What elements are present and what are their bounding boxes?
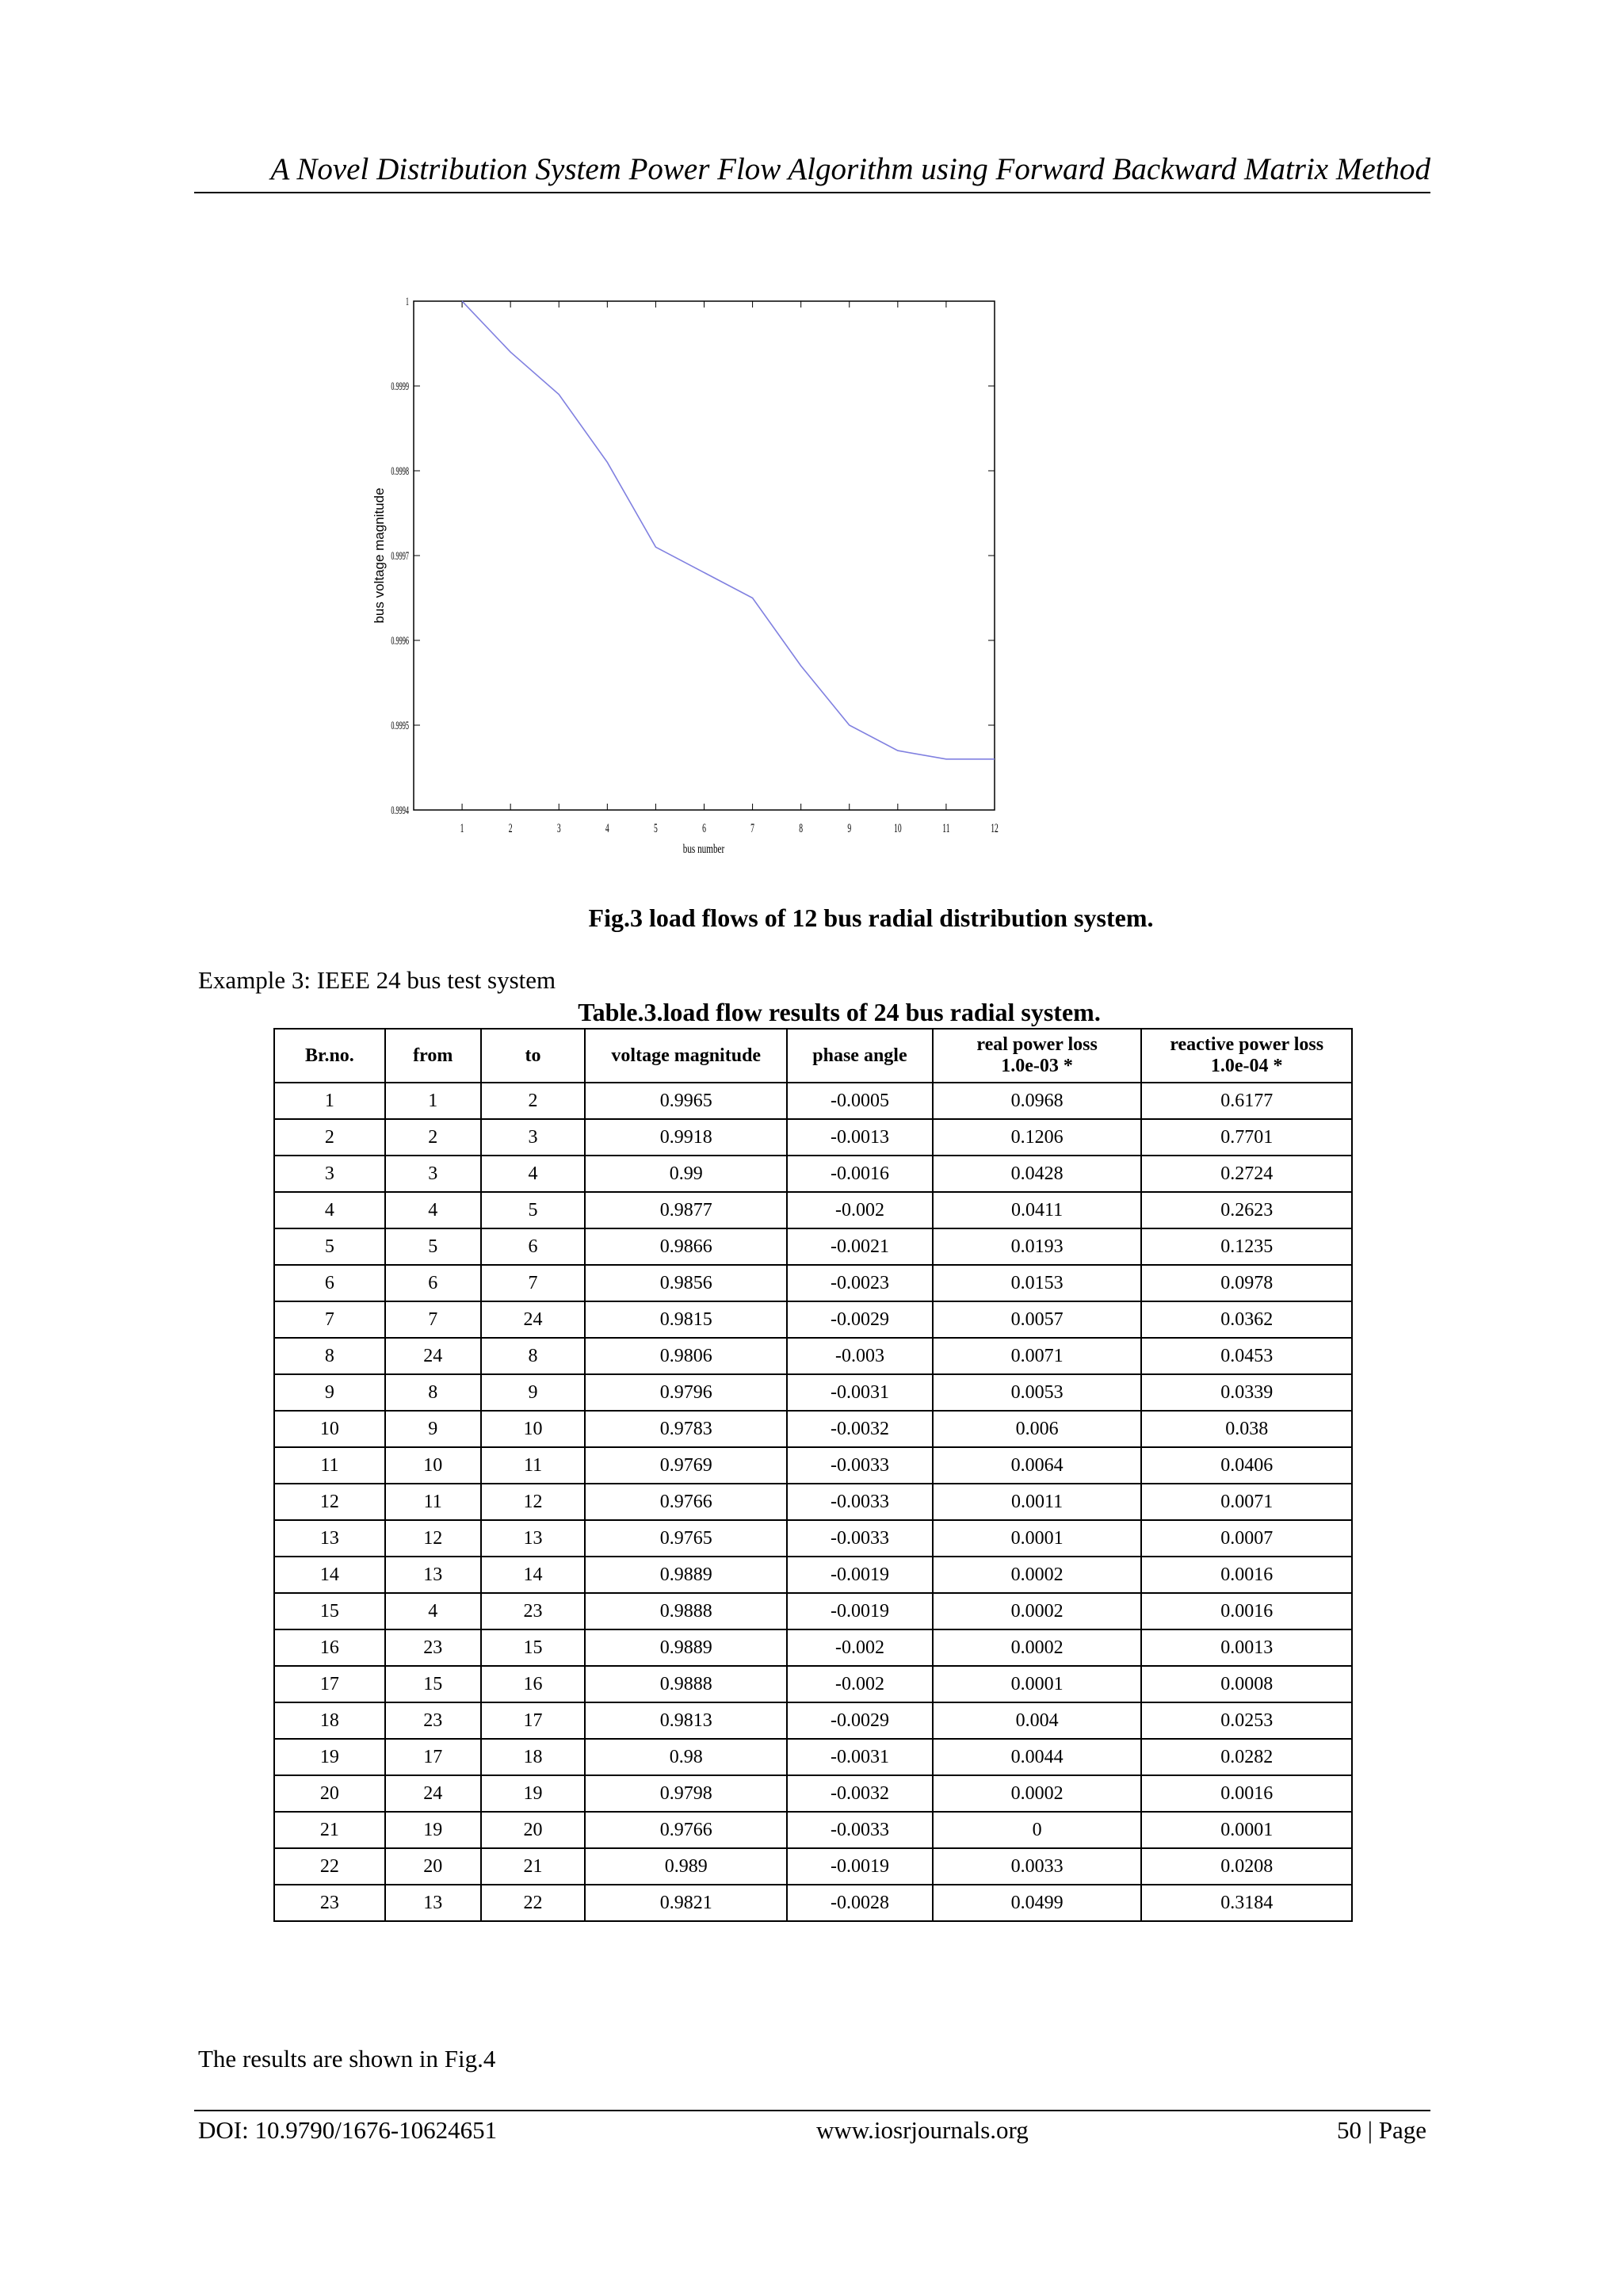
table-cell: 13 — [385, 1885, 481, 1921]
header-real-power-loss: real power loss 1.0e-03 * — [933, 1029, 1142, 1083]
table-cell: 24 — [481, 1301, 586, 1338]
table-cell: 19 — [385, 1812, 481, 1848]
table-cell: 0.1235 — [1141, 1228, 1352, 1265]
table-cell: -0.0019 — [787, 1557, 933, 1593]
table-cell: 0.9766 — [585, 1484, 787, 1520]
table-row — [274, 1593, 1352, 1629]
y-tick-label: 0.9994 — [391, 803, 409, 817]
table-cell: 0.0013 — [1141, 1629, 1352, 1666]
table-cell: 16 — [274, 1629, 385, 1666]
table-cell: 19 — [274, 1739, 385, 1775]
table-cell: 1 — [385, 1083, 481, 1119]
table-cell: 0.0071 — [1141, 1484, 1352, 1520]
table-cell: 0.0053 — [933, 1374, 1142, 1411]
table-cell: 23 — [481, 1593, 586, 1629]
table-cell: 24 — [385, 1338, 481, 1374]
table-cell: 0.0193 — [933, 1228, 1142, 1265]
table-cell: 0.0016 — [1141, 1775, 1352, 1812]
table-cell: 6 — [481, 1228, 586, 1265]
table-cell: 20 — [385, 1848, 481, 1885]
table-cell: 3 — [481, 1119, 586, 1156]
table-row — [274, 1739, 1352, 1775]
table-cell: 8 — [274, 1338, 385, 1374]
table-cell: 0.6177 — [1141, 1083, 1352, 1119]
table-cell: 0.3184 — [1141, 1885, 1352, 1921]
table-row — [274, 1083, 1352, 1119]
table-cell: 0.989 — [585, 1848, 787, 1885]
x-tick-label: 10 — [894, 820, 902, 835]
table-cell: 0.9888 — [585, 1593, 787, 1629]
table-row — [274, 1374, 1352, 1411]
table-cell: 4 — [274, 1192, 385, 1228]
table-cell: 0.0016 — [1141, 1593, 1352, 1629]
table-cell: 14 — [481, 1557, 586, 1593]
table-cell: 4 — [385, 1192, 481, 1228]
table-cell: 0.9796 — [585, 1374, 787, 1411]
table-cell: 0.2724 — [1141, 1156, 1352, 1192]
table-cell: -0.002 — [787, 1666, 933, 1702]
table-row — [274, 1484, 1352, 1520]
table-cell: 7 — [274, 1301, 385, 1338]
table-cell: 17 — [385, 1739, 481, 1775]
table-cell: 24 — [385, 1775, 481, 1812]
table-cell: -0.0021 — [787, 1228, 933, 1265]
table-cell: 0.0002 — [933, 1775, 1142, 1812]
table-cell: 0.0016 — [1141, 1557, 1352, 1593]
figure-caption: Fig.3 load flows of 12 bus radial distribution system. — [588, 904, 1154, 932]
table-cell: -0.002 — [787, 1629, 933, 1666]
table-row — [274, 1848, 1352, 1885]
footer-rule — [194, 2110, 1430, 2111]
table-cell: -0.0023 — [787, 1265, 933, 1301]
table-cell: 1 — [274, 1083, 385, 1119]
table-cell: 10 — [481, 1411, 586, 1447]
header-reactive-power-loss: reactive power loss 1.0e-04 * — [1141, 1029, 1352, 1083]
table-row — [274, 1557, 1352, 1593]
table-cell: -0.0019 — [787, 1848, 933, 1885]
table-cell: 5 — [385, 1228, 481, 1265]
table-cell: 7 — [385, 1301, 481, 1338]
table-cell: 12 — [385, 1520, 481, 1557]
table-cell: 0.0002 — [933, 1629, 1142, 1666]
table-cell: -0.002 — [787, 1192, 933, 1228]
table-cell: 3 — [274, 1156, 385, 1192]
table-cell: 0.9798 — [585, 1775, 787, 1812]
table-cell: -0.0033 — [787, 1484, 933, 1520]
header-rule — [194, 192, 1430, 193]
table-cell: 9 — [274, 1374, 385, 1411]
table-row — [274, 1812, 1352, 1848]
table-cell: 0.0001 — [933, 1520, 1142, 1557]
series-line — [462, 301, 995, 759]
table-cell: 0.9888 — [585, 1666, 787, 1702]
table-cell: 0.0011 — [933, 1484, 1142, 1520]
x-tick-label: 5 — [654, 820, 658, 835]
table-cell: 11 — [385, 1484, 481, 1520]
load-flow-results-table — [273, 1028, 1353, 1922]
table-cell: 3 — [385, 1156, 481, 1192]
table-cell: 0.0978 — [1141, 1265, 1352, 1301]
table-cell: 0.0064 — [933, 1447, 1142, 1484]
table-cell: 0.0001 — [933, 1666, 1142, 1702]
table-cell: 0.0033 — [933, 1848, 1142, 1885]
table-row — [274, 1338, 1352, 1374]
table-row — [274, 1411, 1352, 1447]
table-cell: 0.9765 — [585, 1520, 787, 1557]
table-cell: 0.0008 — [1141, 1666, 1352, 1702]
table-cell: 21 — [274, 1812, 385, 1848]
table-header-row — [274, 1029, 1352, 1083]
table-cell: -0.0029 — [787, 1702, 933, 1739]
x-tick-label: 2 — [508, 820, 513, 835]
table-row — [274, 1520, 1352, 1557]
table-cell: 7 — [481, 1265, 586, 1301]
table-cell: 4 — [385, 1593, 481, 1629]
x-axis-label: bus number — [682, 842, 725, 856]
table-row — [274, 1228, 1352, 1265]
table-cell: -0.0019 — [787, 1593, 933, 1629]
table-cell: 23 — [274, 1885, 385, 1921]
table-cell: 12 — [481, 1484, 586, 1520]
table-cell: 0.0282 — [1141, 1739, 1352, 1775]
table-cell: 12 — [274, 1484, 385, 1520]
table-cell: 17 — [274, 1666, 385, 1702]
header-br-no: Br.no. — [274, 1029, 385, 1083]
table-cell: 0.0044 — [933, 1739, 1142, 1775]
table-cell: 0.9813 — [585, 1702, 787, 1739]
table-cell: 8 — [481, 1338, 586, 1374]
table-cell: 6 — [274, 1265, 385, 1301]
table-cell: 0.0499 — [933, 1885, 1142, 1921]
example-heading: Example 3: IEEE 24 bus test system — [198, 966, 556, 994]
table-cell: 0.9889 — [585, 1557, 787, 1593]
table-cell: -0.0005 — [787, 1083, 933, 1119]
table-cell: 18 — [481, 1739, 586, 1775]
table-cell: 0.9877 — [585, 1192, 787, 1228]
table-cell: -0.003 — [787, 1338, 933, 1374]
table-cell: 0.0002 — [933, 1593, 1142, 1629]
y-tick-label: 0.9996 — [391, 633, 409, 648]
table-cell: 0.2623 — [1141, 1192, 1352, 1228]
table-cell: 0 — [933, 1812, 1142, 1848]
table-cell: 0.9856 — [585, 1265, 787, 1301]
header-voltage-magnitude: voltage magnitude — [585, 1029, 787, 1083]
header-phase-angle: phase angle — [787, 1029, 933, 1083]
y-tick-label: 0.9998 — [391, 464, 409, 478]
table-cell: 0.9766 — [585, 1812, 787, 1848]
table-cell: 0.0208 — [1141, 1848, 1352, 1885]
x-tick-label: 4 — [605, 820, 609, 835]
x-tick-label: 1 — [460, 820, 464, 835]
table-cell: 0.0002 — [933, 1557, 1142, 1593]
table-cell: 9 — [481, 1374, 586, 1411]
table-cell: 13 — [481, 1520, 586, 1557]
table-cell: 17 — [481, 1702, 586, 1739]
table-cell: 23 — [385, 1629, 481, 1666]
table-cell: 0.0428 — [933, 1156, 1142, 1192]
table-cell: 5 — [274, 1228, 385, 1265]
table-row — [274, 1156, 1352, 1192]
table-cell: 0.0001 — [1141, 1812, 1352, 1848]
table-cell: 0.9821 — [585, 1885, 787, 1921]
x-tick-label: 9 — [847, 820, 852, 835]
table-cell: 0.0406 — [1141, 1447, 1352, 1484]
table-cell: 22 — [274, 1848, 385, 1885]
y-tick-label: 0.9999 — [391, 379, 409, 393]
table-row — [274, 1265, 1352, 1301]
footer-doi: DOI: 10.9790/1676-10624651 — [198, 2116, 498, 2144]
table-cell: 0.006 — [933, 1411, 1142, 1447]
table-cell: 0.9866 — [585, 1228, 787, 1265]
table-cell: 4 — [481, 1156, 586, 1192]
y-tick-label: 0.9997 — [391, 548, 409, 563]
table-cell: -0.0029 — [787, 1301, 933, 1338]
table-cell: 0.0153 — [933, 1265, 1142, 1301]
table-cell: 2 — [274, 1119, 385, 1156]
table-row — [274, 1629, 1352, 1666]
running-header: A Novel Distribution System Power Flow Algorithm using Forward Backward Matrix Method — [270, 152, 1430, 186]
x-tick-label: 8 — [799, 820, 804, 835]
table-cell: 0.9783 — [585, 1411, 787, 1447]
table-cell: 0.7701 — [1141, 1119, 1352, 1156]
table-cell: 11 — [274, 1447, 385, 1484]
table-cell: 0.98 — [585, 1739, 787, 1775]
table-cell: -0.0032 — [787, 1411, 933, 1447]
table-cell: 0.9965 — [585, 1083, 787, 1119]
table-cell: 0.0453 — [1141, 1338, 1352, 1374]
table-cell: 0.004 — [933, 1702, 1142, 1739]
x-tick-label: 3 — [556, 820, 561, 835]
table-row — [274, 1885, 1352, 1921]
table-cell: 22 — [481, 1885, 586, 1921]
table-cell: 0.9815 — [585, 1301, 787, 1338]
table-cell: 0.9889 — [585, 1629, 787, 1666]
table-cell: 13 — [274, 1520, 385, 1557]
footer-page-number: 50 | Page — [1337, 2116, 1426, 2144]
voltage-profile-chart — [341, 285, 1078, 872]
header-to: to — [481, 1029, 586, 1083]
table-row — [274, 1775, 1352, 1812]
table-cell: -0.0033 — [787, 1812, 933, 1848]
table-cell: 11 — [481, 1447, 586, 1484]
table-cell: 15 — [274, 1593, 385, 1629]
table-cell: 14 — [274, 1557, 385, 1593]
table-cell: 20 — [481, 1812, 586, 1848]
y-axis-label: bus voltage magnitude — [372, 487, 387, 624]
table-cell: -0.0016 — [787, 1156, 933, 1192]
table-cell: 0.038 — [1141, 1411, 1352, 1447]
table-cell: 20 — [274, 1775, 385, 1812]
table-cell: -0.0031 — [787, 1374, 933, 1411]
footer-website: www.iosrjournals.org — [816, 2116, 1029, 2144]
table-row — [274, 1666, 1352, 1702]
table-cell: 0.0253 — [1141, 1702, 1352, 1739]
y-tick-label: 1 — [405, 294, 409, 308]
table-cell: 18 — [274, 1702, 385, 1739]
table-cell: 23 — [385, 1702, 481, 1739]
table-cell: 0.0362 — [1141, 1301, 1352, 1338]
header-from: from — [385, 1029, 481, 1083]
closing-text: The results are shown in Fig.4 — [198, 2045, 496, 2073]
table-cell: 0.0071 — [933, 1338, 1142, 1374]
table-cell: 2 — [385, 1119, 481, 1156]
table-cell: -0.0031 — [787, 1739, 933, 1775]
table-caption: Table.3.load flow results of 24 bus radial system. — [578, 998, 1101, 1026]
table-cell: 0.9806 — [585, 1338, 787, 1374]
table-cell: 0.99 — [585, 1156, 787, 1192]
table-cell: -0.0033 — [787, 1520, 933, 1557]
table-row — [274, 1301, 1352, 1338]
table-cell: 13 — [385, 1557, 481, 1593]
table-row — [274, 1702, 1352, 1739]
table-cell: 10 — [274, 1411, 385, 1447]
table-cell: 6 — [385, 1265, 481, 1301]
table-cell: 0.1206 — [933, 1119, 1142, 1156]
table-cell: 0.0057 — [933, 1301, 1142, 1338]
table-cell: 5 — [481, 1192, 586, 1228]
y-tick-label: 0.9995 — [391, 718, 409, 732]
table-cell: -0.0033 — [787, 1447, 933, 1484]
table-cell: -0.0032 — [787, 1775, 933, 1812]
table-cell: 15 — [385, 1666, 481, 1702]
table-cell: 0.0007 — [1141, 1520, 1352, 1557]
table-cell: 8 — [385, 1374, 481, 1411]
table-cell: 0.9918 — [585, 1119, 787, 1156]
table-cell: 21 — [481, 1848, 586, 1885]
table-cell: 10 — [385, 1447, 481, 1484]
table-cell: 2 — [481, 1083, 586, 1119]
table-cell: -0.0028 — [787, 1885, 933, 1921]
x-tick-label: 6 — [702, 820, 706, 835]
table-cell: 9 — [385, 1411, 481, 1447]
table-cell: 0.0411 — [933, 1192, 1142, 1228]
table-cell: 0.9769 — [585, 1447, 787, 1484]
table-row — [274, 1192, 1352, 1228]
x-tick-label: 11 — [942, 820, 950, 835]
table-row — [274, 1119, 1352, 1156]
table-cell: 0.0339 — [1141, 1374, 1352, 1411]
table-row — [274, 1447, 1352, 1484]
x-tick-label: 12 — [991, 820, 999, 835]
table-cell: 16 — [481, 1666, 586, 1702]
x-tick-label: 7 — [750, 820, 754, 835]
table-cell: 0.0968 — [933, 1083, 1142, 1119]
table-cell: 19 — [481, 1775, 586, 1812]
table-cell: -0.0013 — [787, 1119, 933, 1156]
plot-frame — [414, 301, 995, 810]
table-cell: 15 — [481, 1629, 586, 1666]
